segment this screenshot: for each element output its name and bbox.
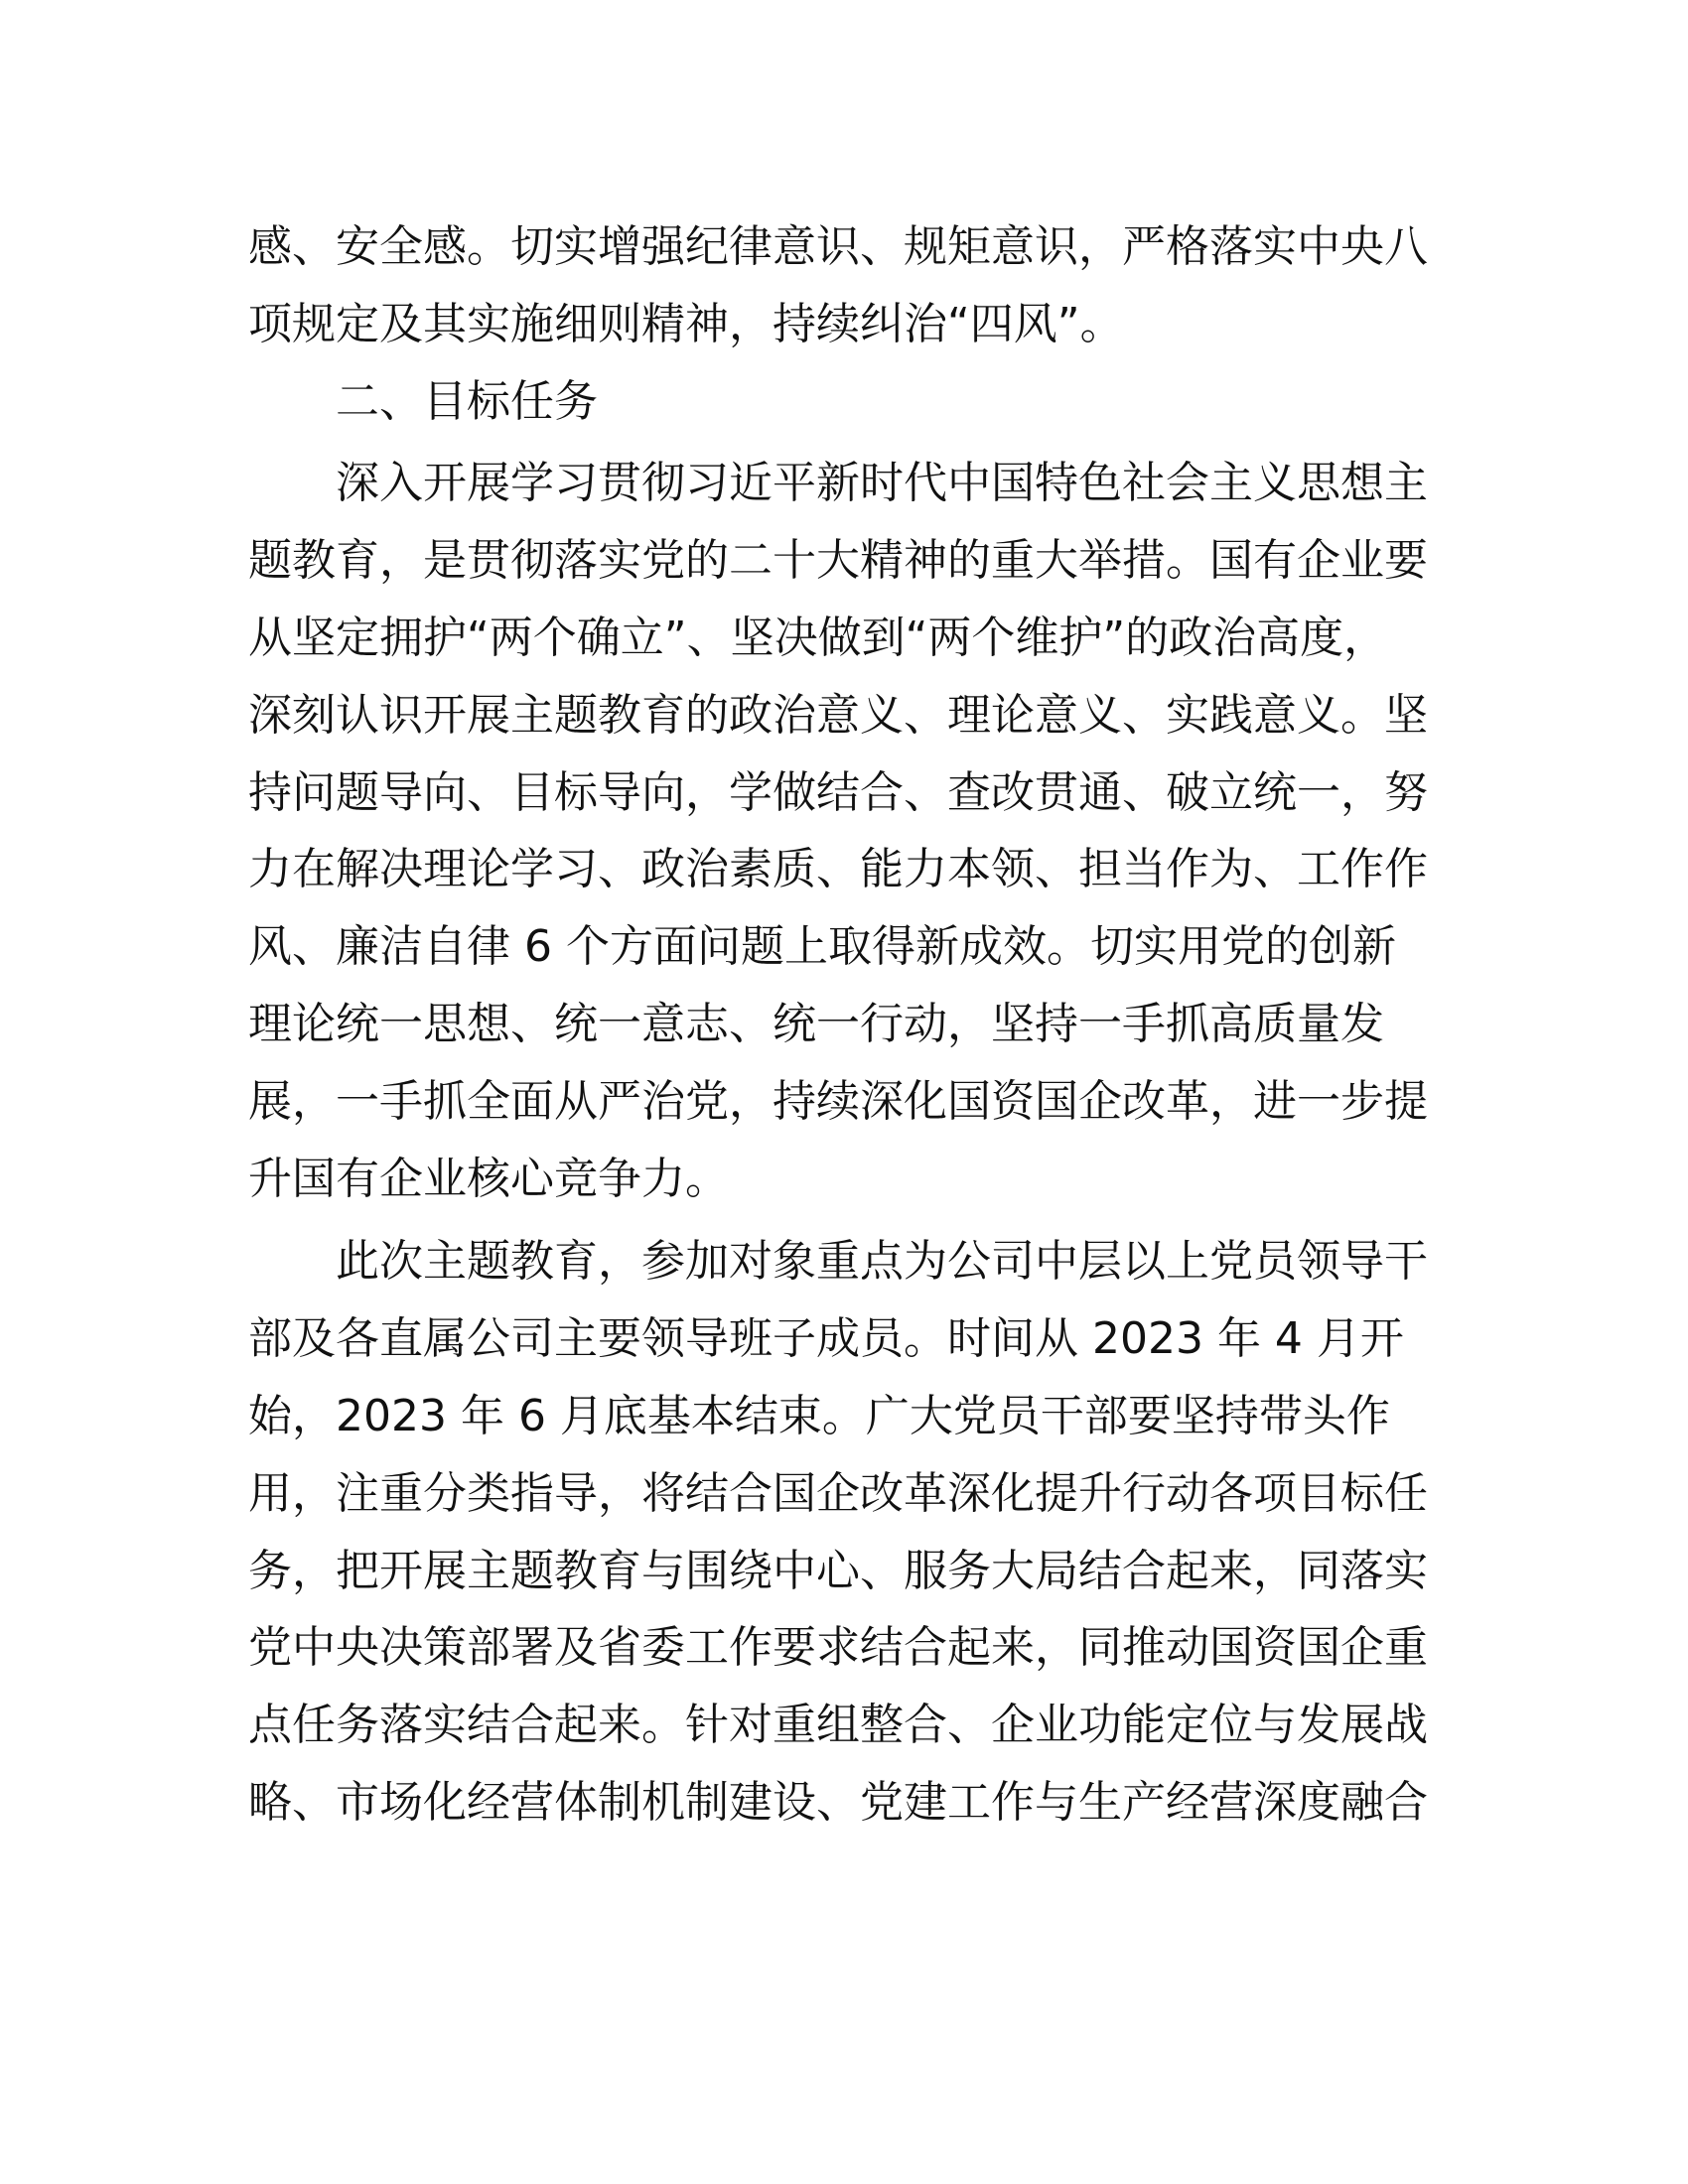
text-line: 务，把开展主题教育与围绕中心、服务大局结合起来，同落实	[248, 1545, 1428, 1596]
document-body	[248, 208, 1440, 1842]
paragraph-goals	[248, 445, 1440, 1217]
text-line: 从坚定拥护“两个确立”、坚决做到“两个维护”的政治高度，	[248, 612, 1388, 663]
paragraph-participants	[248, 1223, 1440, 1841]
text-line: 风、廉洁自律 6 个方面问题上取得新成效。切实用党的创新	[248, 921, 1396, 973]
text-line: 始，2023 年 6 月底基本结束。广大党员干部要坚持带头作	[248, 1390, 1390, 1441]
section-heading	[248, 363, 1440, 441]
text-line: 项规定及其实施细则精神，持续纠治“四风”。	[248, 298, 1124, 349]
text-line: 深刻认识开展主题教育的政治意义、理论意义、实践意义。坚	[248, 689, 1428, 741]
section-heading-text: 二、目标任务	[336, 375, 598, 427]
text-line: 深入开展学习贯彻习近平新时代中国特色社会主义思想主	[336, 458, 1428, 509]
text-line: 点任务落实结合起来。针对重组整合、企业功能定位与发展战	[248, 1700, 1428, 1751]
text-line: 略、市场化经营体制机制建设、党建工作与生产经营深度融合	[248, 1776, 1428, 1828]
text-line: 部及各直属公司主要领导班子成员。时间从 2023 年 4 月开	[248, 1313, 1404, 1365]
text-line: 题教育，是贯彻落实党的二十大精神的重大举措。国有企业要	[248, 535, 1428, 587]
text-line: 理论统一思想、统一意志、统一行动，坚持一手抓高质量发	[248, 998, 1384, 1049]
text-line: 用，注重分类指导，将结合国企改革深化提升行动各项目标任	[248, 1467, 1428, 1519]
text-line: 升国有企业核心竞争力。	[248, 1153, 729, 1204]
text-line: 此次主题教育，参加对象重点为公司中层以上党员领导干	[336, 1236, 1428, 1288]
text-line: 感、安全感。切实增强纪律意识、规矩意识，严格落实中央八	[248, 221, 1428, 272]
paragraph-continuation	[248, 208, 1440, 363]
text-line: 党中央决策部署及省委工作要求结合起来，同推动国资国企重	[248, 1622, 1428, 1674]
text-line: 力在解决理论学习、政治素质、能力本领、担当作为、工作作	[248, 844, 1428, 895]
text-line: 持问题导向、目标导向，学做结合、查改贯通、破立统一，努	[248, 766, 1428, 818]
text-line: 展，一手抓全面从严治党，持续深化国资国企改革，进一步提	[248, 1075, 1428, 1127]
